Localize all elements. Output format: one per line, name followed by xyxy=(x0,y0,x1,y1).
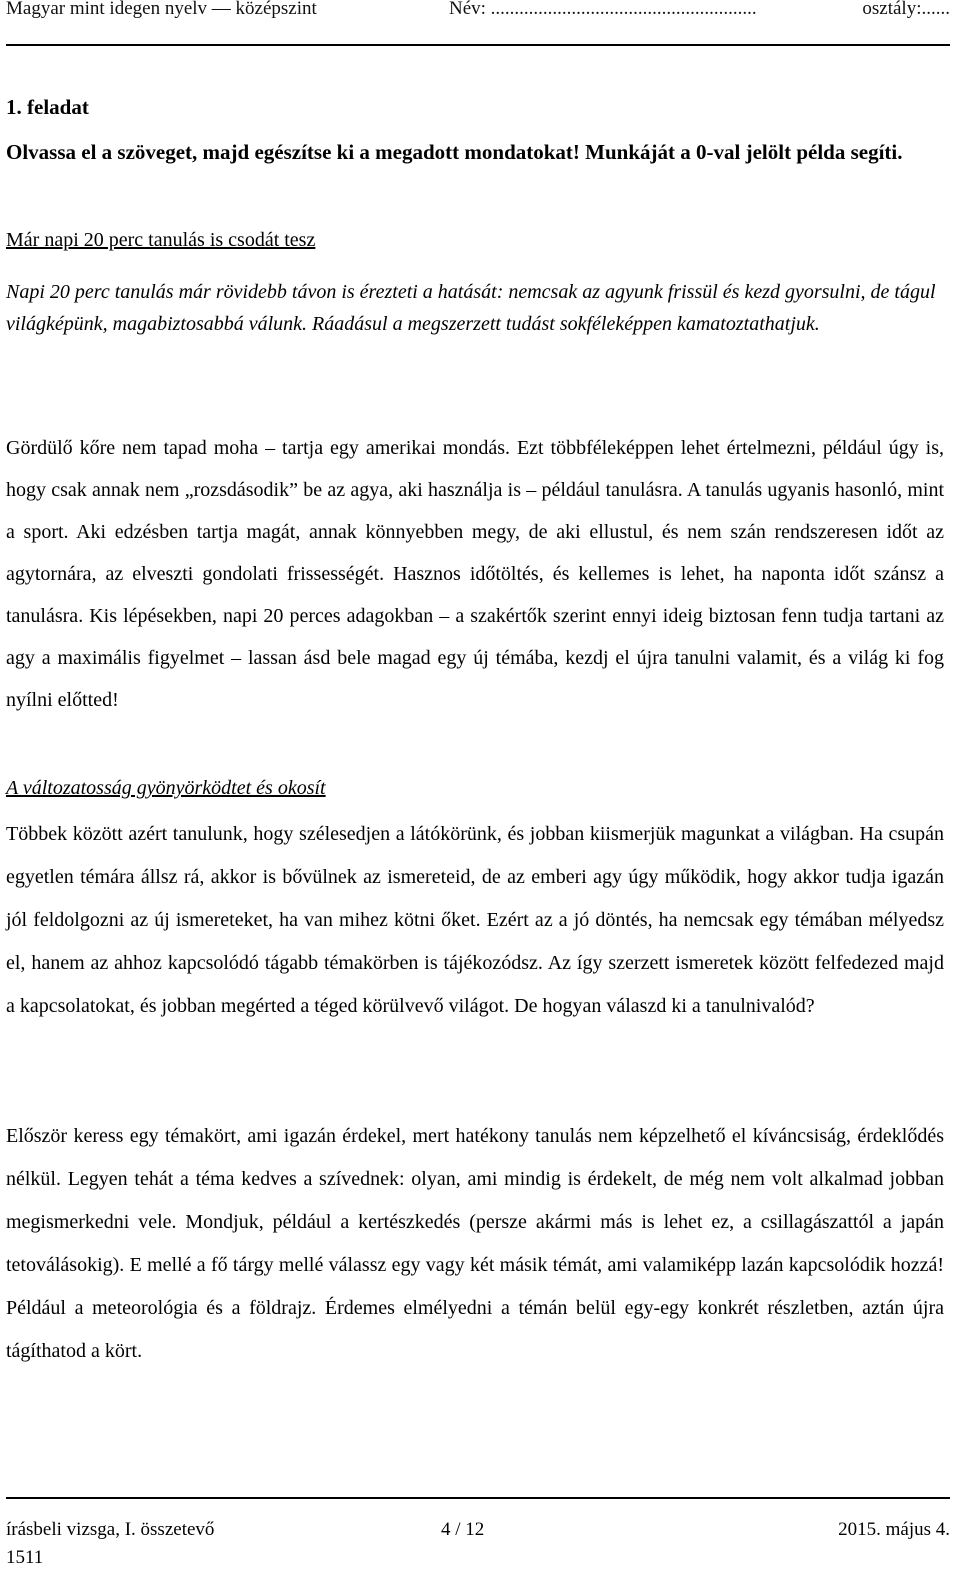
article-subheading: A változatosság gyönyörködtet és okosít xyxy=(6,777,326,799)
header-subject: Magyar mint idegen nyelv — középszint xyxy=(6,0,317,19)
article-title: Már napi 20 perc tanulás is csodát tesz xyxy=(6,229,316,251)
header-class-field: osztály:...... xyxy=(862,0,950,19)
header-rule xyxy=(6,44,950,46)
header-name-field: Név: ........................................................ xyxy=(449,0,757,19)
footer-page-number: 4 / 12 xyxy=(441,1519,485,1540)
article-paragraph-3: Először keress egy témakört, ami igazán érdekel, mert hatékony tanulás nem képzelhető el kíváncsiság, érdeklődés nélkül. Legyen tehát a téma kedves a szívednek: olyan, ami mindig is érdekelt, de még nem volt alkalmad jobban megismerkedni vele. Mondjuk, például a kertészkedés (persze akármi más is lehet ez, a csillagászattól a japán tetoválásokig). E mellé a fő tárgy mellé válassz egy vagy két másik témát, ami valamiképp lazán kapcsolódik hozzá! Például a meteorológia és a földrajz. Érdemes elmélyedni a témán belül egy-egy konkrét részletben, aztán újra tágíthatod a kört. xyxy=(6,1125,944,1362)
footer-date: 2015. május 4. xyxy=(838,1519,950,1540)
article-lead: Napi 20 perc tanulás már rövidebb távon is érezteti a hatását: nemcsak az agyunk frissül és kezd gyorsulni, de tágul világképünk, magabiztosabbá válunk. Ráadásul a megszerzett tudást sokféleképpen kamatoztathatjuk. xyxy=(6,281,936,335)
footer-code: 1511 xyxy=(6,1547,44,1568)
task-instruction: Olvassa el a szöveget, majd egészítse ki a megadott mondatokat! Munkáját a 0-val jelölt példa segíti. xyxy=(6,140,903,164)
page-header xyxy=(6,0,950,26)
page-footer xyxy=(6,1519,950,1547)
footer-rule xyxy=(6,1497,950,1499)
article-paragraph-1: Gördülő kőre nem tapad moha – tartja egy amerikai mondás. Ezt többféleképpen lehet értelmezni, például úgy is, hogy csak annak nem „rozsdásodik” be az agya, aki használja is – például tanulásra. A tanulás ugyanis hasonló, mint a sport. Aki edzésben tartja magát, annak könnyebben megy, de aki ellustul, és nem szán rendszeresen időt az agytornára, az elveszti gondolati frissességét. Hasznos időtöltés, és kellemes is lehet, ha naponta időt szánsz a tanulásra. Kis lépésekben, napi 20 perces adagokban – a szakértők szerint ennyi ideig biztosan fenn tudja tartani az agy a maximális figyelmet – lassan ásd bele magad egy új témába, kezdj el újra tanulni valamit, és a világ ki fog nyílni előtted! xyxy=(6,437,944,711)
task-title: 1. feladat xyxy=(6,95,89,119)
footer-exam-label: írásbeli vizsga, I. összetevő xyxy=(6,1519,215,1540)
article-paragraph-2: Többek között azért tanulunk, hogy szélesedjen a látókörünk, és jobban kiismerjük magunkat a világban. Ha csupán egyetlen témára állsz rá, akkor is bővülnek az ismereteid, de az emberi agy úgy működik, hogy akkor tudja igazán jól feldolgozni az új ismereteket, ha van mihez kötni őket. Ezért az a jó döntés, ha nemcsak egy témában mélyedsz el, hanem az ahhoz kapcsolódó tágabb témakörben is tájékozódsz. Az így szerzett ismeretek között felfedezed majd a kapcsolatokat, és jobban megérted a téged körülvevő világot. De hogyan válaszd ki a tanulnivalód? xyxy=(6,823,944,1017)
